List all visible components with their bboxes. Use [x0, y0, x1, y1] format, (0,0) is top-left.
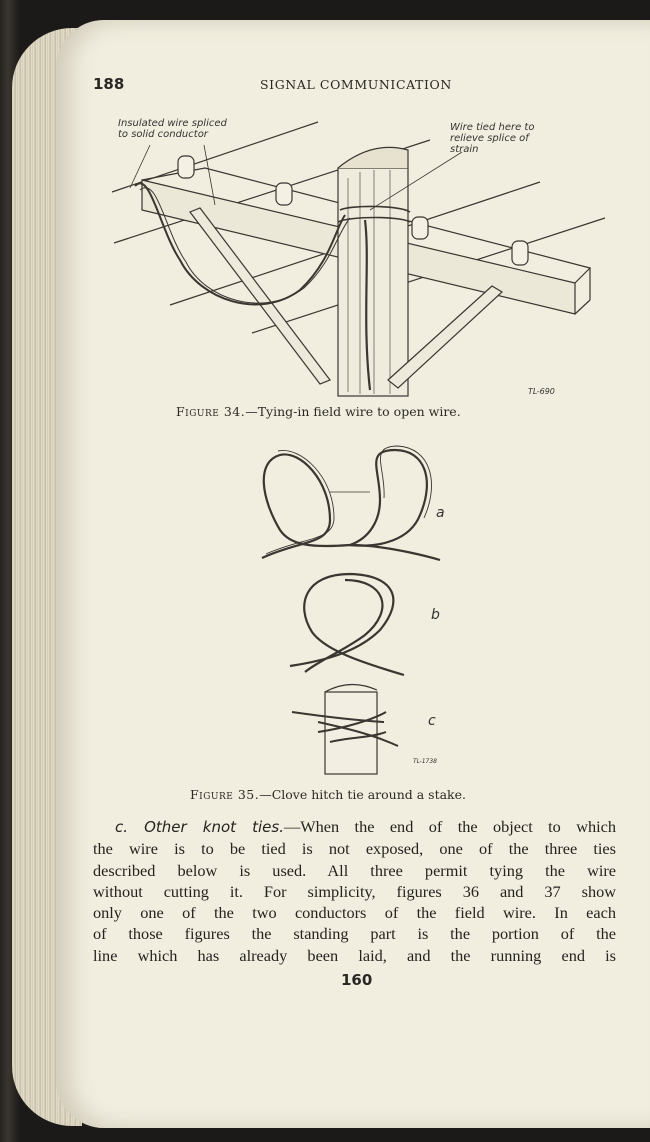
- figure-34-code: TL-690: [528, 387, 555, 396]
- figure-35-caption-text: —Clove hitch tie around a stake.: [259, 787, 467, 802]
- figure-35-caption: [190, 787, 466, 802]
- body-line-7: line which has already been laid, and the running end is: [93, 945, 616, 965]
- footer-page-number: 160: [341, 971, 373, 989]
- body-line-2: the wire is to be tied is not exposed, one of the three ties: [93, 839, 616, 859]
- body-line-4: without cutting it. For simplicity, figures 36 and 37 show: [93, 881, 616, 901]
- figure-34-label-left: Insulated wire spliced to solid conductor: [118, 118, 227, 140]
- figure-35-label-c: c: [428, 713, 436, 729]
- figure-35-label-a: a: [436, 505, 445, 521]
- figure-35-code: TL-1738: [413, 758, 437, 765]
- figure-35-caption-prefix: Figure 35.: [190, 787, 260, 802]
- figure-34-label-right: Wire tied here to relieve splice of strain: [450, 122, 535, 155]
- figure-34-caption-prefix: Figure 34.: [176, 404, 246, 419]
- body-line-1: c. Other knot ties.—When the end of the object to which: [115, 817, 616, 836]
- body-paragraph: [93, 816, 616, 966]
- figure-35-label-b: b: [431, 607, 440, 623]
- figure-34-caption-text: —Tying-in field wire to open wire.: [245, 404, 461, 419]
- body-line-5: only one of the two conductors of the field wire. In each: [93, 903, 616, 923]
- body-line-6: of those figures the standing part is the portion of the: [93, 924, 616, 944]
- page-number: 188: [93, 75, 125, 93]
- running-title: SIGNAL COMMUNICATION: [260, 77, 452, 92]
- section-heading: c. Other knot ties.: [115, 818, 284, 836]
- body-line-3: described below is used. All three permit tying the wire: [93, 860, 616, 880]
